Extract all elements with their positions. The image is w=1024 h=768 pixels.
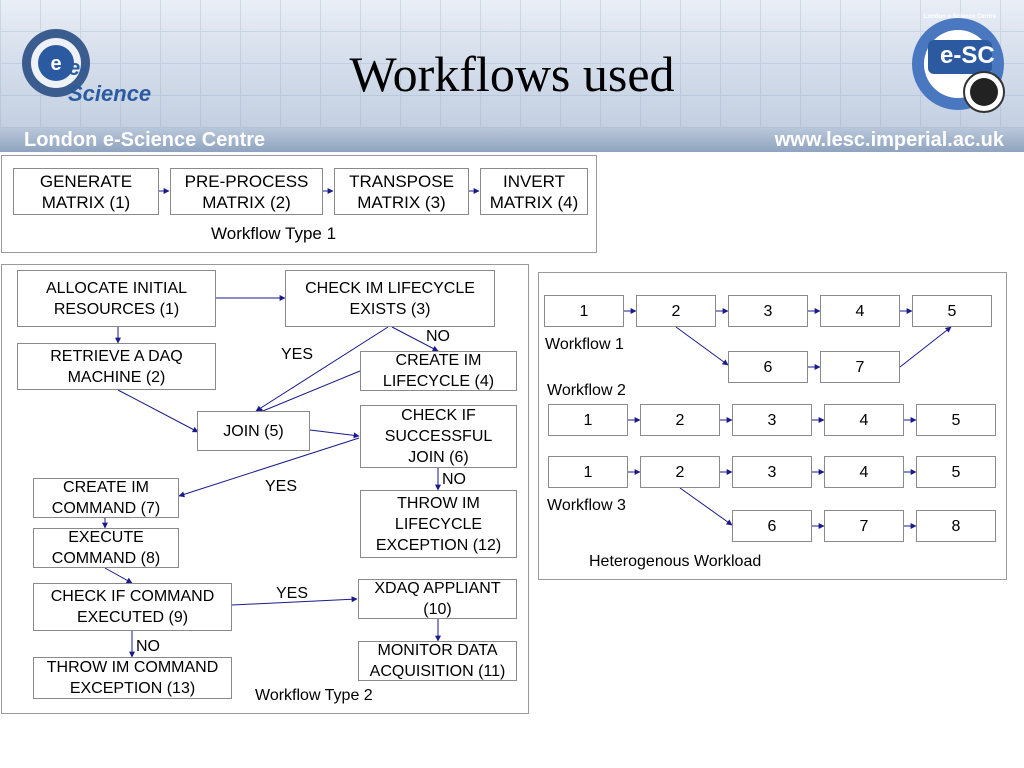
iceni-badge-text: ICENI	[977, 106, 991, 112]
workflow-3-label: Workflow 3	[547, 497, 626, 514]
t1-caption: Workflow Type 1	[211, 224, 337, 243]
w2-node: 5	[916, 404, 996, 436]
band-url-link[interactable]: www.lesc.imperial.ac.uk	[774, 129, 1004, 151]
w2-node: 3	[732, 404, 812, 436]
t2-monitor-data-acquisition: MONITOR DATA ACQUISITION (11)	[358, 641, 517, 681]
w3-branch-node: 8	[916, 510, 996, 542]
w3-node: 4	[824, 456, 904, 488]
w3-node: 5	[916, 456, 996, 488]
t2-allocate-initial-resources: ALLOCATE INITIAL RESOURCES (1)	[17, 270, 216, 327]
t2-join: JOIN (5)	[197, 411, 310, 451]
t2-edge-label-yes: YES	[276, 585, 309, 602]
t2-execute-command: EXECUTE COMMAND (8)	[33, 528, 179, 568]
heterogenous-workload-caption: Heterogenous Workload	[589, 553, 762, 570]
w1-node: 4	[820, 295, 900, 327]
w3-node: 3	[732, 456, 812, 488]
w3-branch-node: 6	[732, 510, 812, 542]
t1-invert-matrix: INVERT MATRIX (4)	[480, 168, 588, 215]
edge-w3-2-6	[680, 488, 732, 525]
t1-transpose-matrix: TRANSPOSE MATRIX (3)	[334, 168, 469, 215]
w2-node: 2	[640, 404, 720, 436]
band-left-text: London e-Science Centre	[24, 129, 266, 151]
t2-edge-label-yes: YES	[265, 478, 298, 495]
workflow-2-label: Workflow 2	[547, 382, 626, 399]
w1-branch-node: 7	[820, 351, 900, 383]
w1-node: 2	[636, 295, 716, 327]
t2-edge-label-no: NO	[442, 471, 466, 488]
t2-edge-label-no: NO	[136, 638, 160, 655]
t2-edge-label-yes: YES	[281, 346, 314, 363]
edge-t2-2-5	[118, 390, 198, 432]
t2-throw-im-lifecycle-exception: THROW IM LIFECYCLE EXCEPTION (12)	[360, 490, 517, 558]
t2-xdaq-appliant: XDAQ APPLIANT (10)	[358, 579, 517, 619]
t2-check-im-lifecycle-exists: CHECK IM LIFECYCLE EXISTS (3)	[285, 270, 495, 327]
edge-w1-7-5	[900, 327, 951, 367]
t2-edge-label-no: NO	[426, 328, 450, 345]
t2-caption: Workflow Type 2	[255, 687, 373, 704]
w3-node: 1	[548, 456, 628, 488]
page-title: Workflows used	[349, 46, 675, 102]
w1-node: 1	[544, 295, 624, 327]
e-science-logo-text: e-Science	[68, 55, 152, 106]
lesc-logo-ring-text: London e-Science Centre	[923, 14, 997, 20]
w1-node: 5	[912, 295, 992, 327]
t2-check-if-command-executed: CHECK IF COMMAND EXECUTED (9)	[33, 583, 232, 631]
w3-node: 2	[640, 456, 720, 488]
t2-retrieve-daq-machine: RETRIEVE A DAQ MACHINE (2)	[17, 343, 216, 390]
t2-create-im-command: CREATE IM COMMAND (7)	[33, 478, 179, 518]
edge-t2-5-6	[310, 430, 359, 436]
lesc-logo-text: e-SC	[940, 42, 995, 69]
svg-text:e: e	[50, 53, 62, 75]
workflow-1-label: Workflow 1	[545, 336, 624, 353]
t1-generate-matrix: GENERATE MATRIX (1)	[13, 168, 159, 215]
t2-check-successful-join: CHECK IF SUCCESSFUL JOIN (6)	[360, 405, 517, 468]
w3-branch-node: 7	[824, 510, 904, 542]
t2-throw-im-command-exception: THROW IM COMMAND EXCEPTION (13)	[33, 657, 232, 699]
w2-node: 1	[548, 404, 628, 436]
t2-create-im-lifecycle: CREATE IM LIFECYCLE (4)	[360, 351, 517, 391]
edge-w1-2-6	[676, 327, 728, 365]
edge-t2-8-9	[105, 568, 132, 583]
w2-node: 4	[824, 404, 904, 436]
t1-pre-process-matrix: PRE-PROCESS MATRIX (2)	[170, 168, 323, 215]
w1-node: 3	[728, 295, 808, 327]
w1-branch-node: 6	[728, 351, 808, 383]
